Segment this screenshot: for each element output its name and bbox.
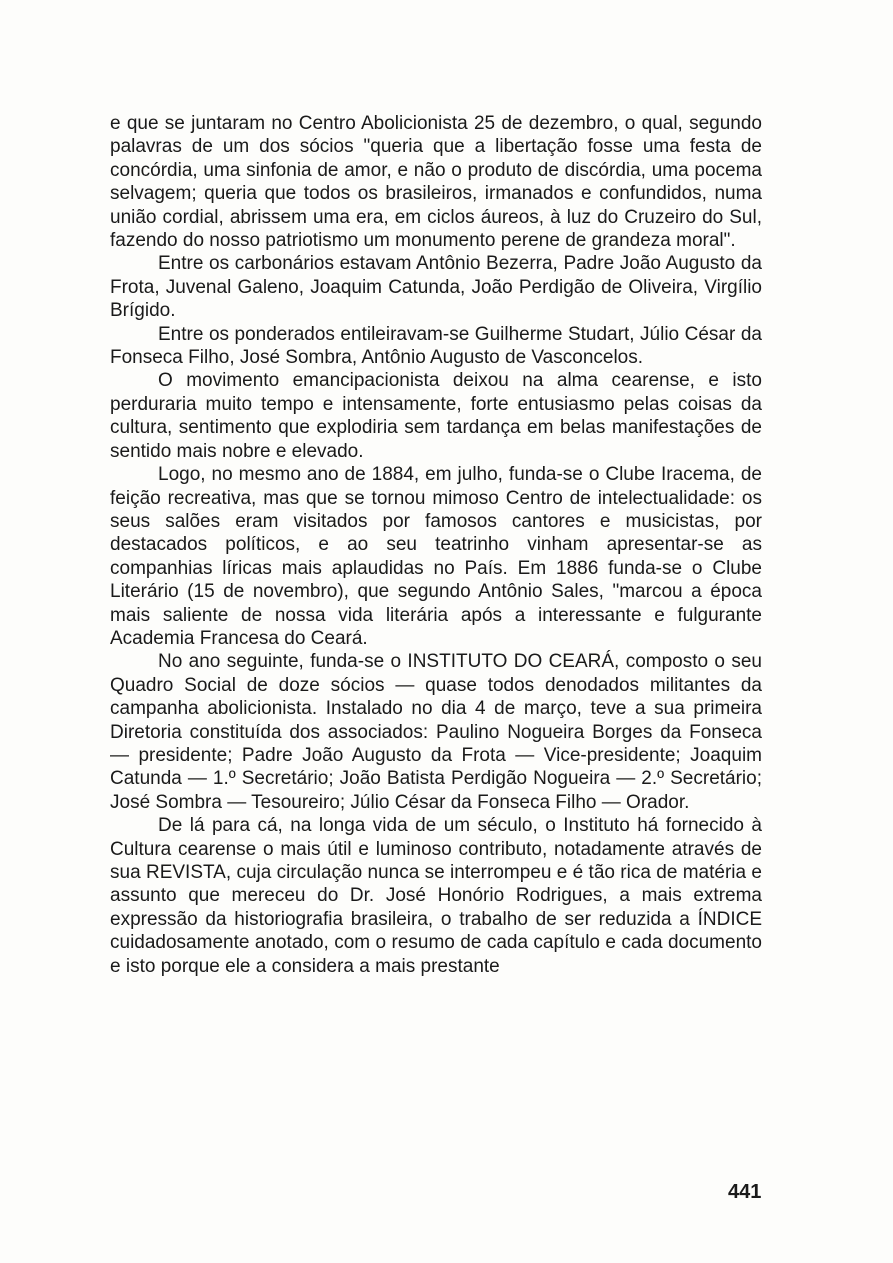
paragraph-6: No ano seguinte, funda-se o INSTITUTO DO CEARÁ, composto o seu Quadro Social de doze sócios — quase todos denodados militantes da campanha abolicionista. Instalado no dia 4 de março, teve a sua primeira Diretoria constituída dos associados: Paulino Nogueira Borges da Fonseca — presidente; Padre João Augusto da Frota — Vice-presidente; Joaquim Catunda — 1.º Secretário; João Batista Perdigão Nogueira — 2.º Secretário; José Sombra — Tesoureiro; Júlio César da Fonseca Filho — Orador. xyxy=(110,651,762,813)
paragraph-5: Logo, no mesmo ano de 1884, em julho, funda-se o Clube Iracema, de feição recreativa, mas que se tornou mimoso Centro de intelectualidade: os seus salões eram visitados por famosos cantores e musicistas, por destacados políticos, e ao seu teatrinho vinham apresentar-se as companhias líricas mais aplaudidas no País. Em 1886 funda-se o Clube Literário (15 de novembro), que segundo Antônio Sales, "marcou a época mais saliente de nossa vida literária após a interessante e fulgurante Academia Francesa do Ceará. xyxy=(110,464,762,649)
paragraph-4: O movimento emancipacionista deixou na alma cearense, e isto perduraria muito tempo e intensamente, forte entusiasmo pelas coisas da cultura, sentimento que explodiria sem tardança em belas manifestações de sentido mais nobre e elevado. xyxy=(110,370,762,462)
paragraph-1: e que se juntaram no Centro Abolicionista 25 de dezembro, o qual, segundo palavras de um dos sócios "queria que a libertação fosse uma festa de concórdia, uma sinfonia de amor, e não o produto de discórdia, uma pocema selvagem; queria que todos os brasileiros, irmanados e confundidos, numa união cordial, abrissem uma era, em ciclos áureos, à luz do Cruzeiro do Sul, fazendo do nosso patriotismo um monumento perene de grandeza moral". xyxy=(110,113,762,252)
body-text xyxy=(110,112,762,978)
paragraph-2: Entre os carbonários estavam Antônio Bezerra, Padre João Augusto da Frota, Juvenal Galeno, Joaquim Catunda, João Perdigão de Oliveira, Virgílio Brígido. xyxy=(110,253,762,322)
paragraph-3: Entre os ponderados entileiravam-se Guilherme Studart, Júlio César da Fonseca Filho, José Sombra, Antônio Augusto de Vasconcelos. xyxy=(110,323,762,369)
paragraph-7: De lá para cá, na longa vida de um século, o Instituto há fornecido à Cultura cearense o mais útil e luminoso contributo, notadamente através de sua REVISTA, cuja circulação nunca se interrompeu e é tão rica de matéria e assunto que mereceu do Dr. José Honório Rodrigues, a mais extrema expressão da historiografia brasileira, o trabalho de ser reduzida a ÍNDICE cuidadosamente anotado, com o resumo de cada capítulo e cada documento e isto porque ele a considera a mais prestante xyxy=(110,815,762,977)
page-number: 441 xyxy=(728,1181,762,1203)
